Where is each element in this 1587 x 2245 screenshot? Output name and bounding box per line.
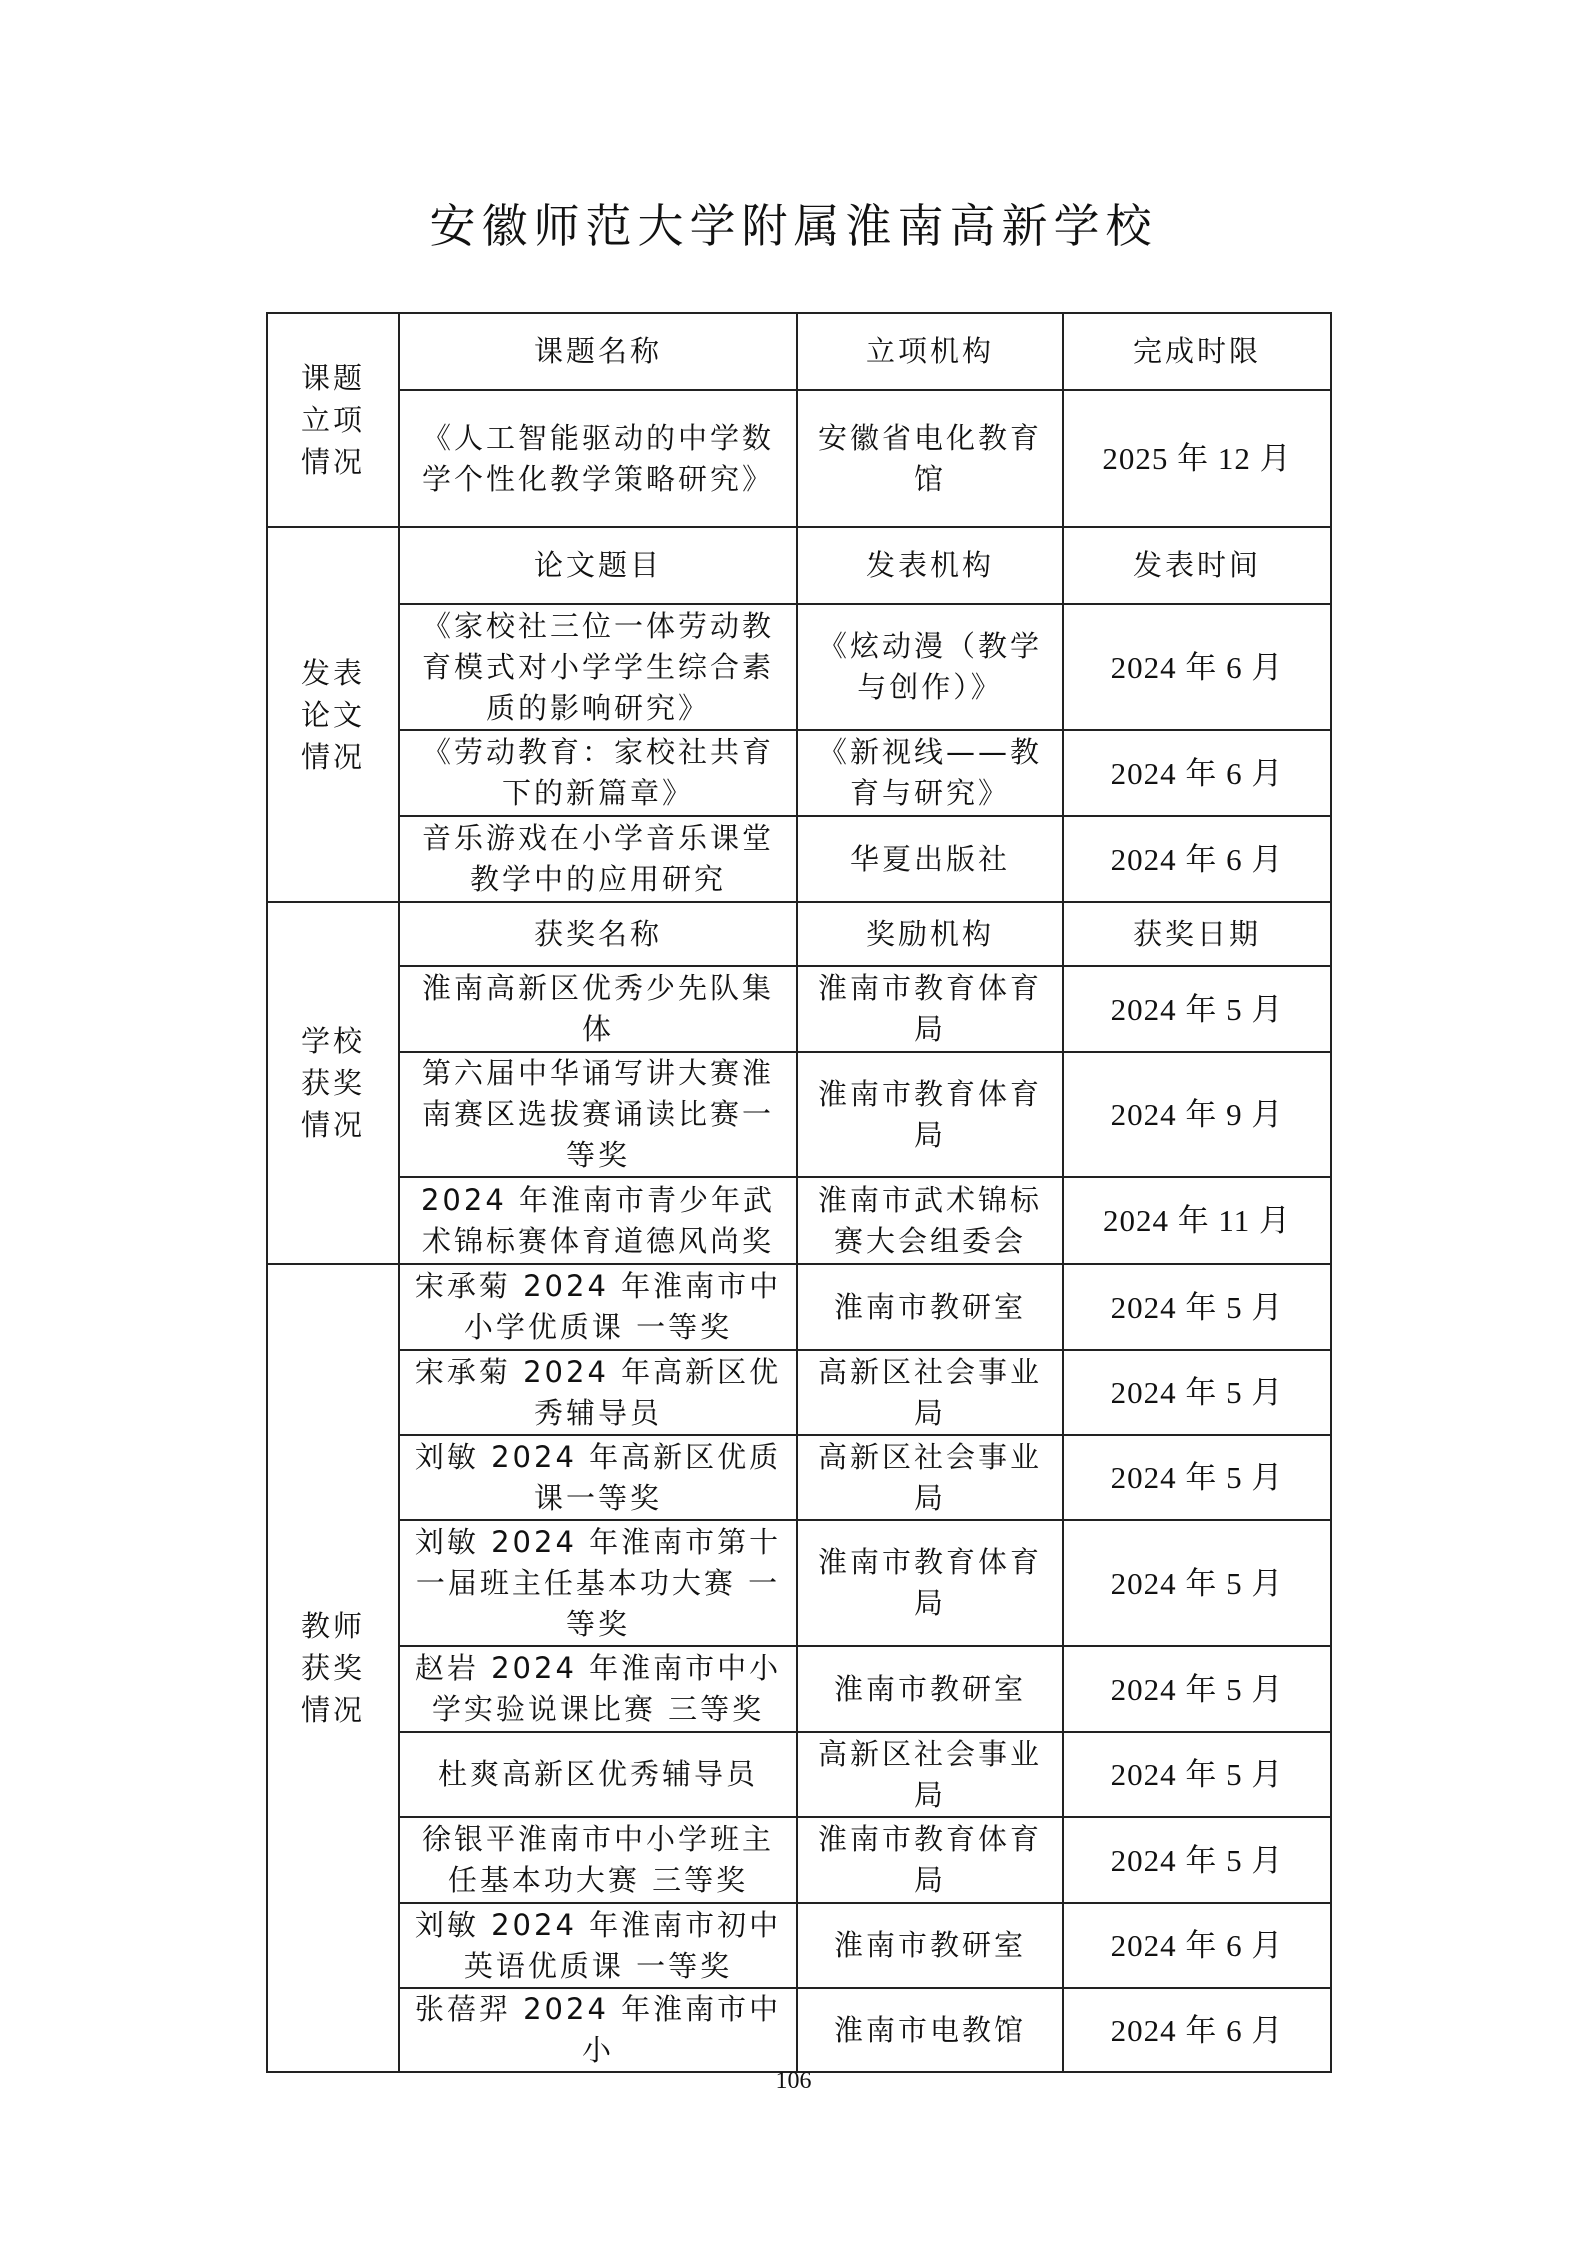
paper-title: 《劳动教育：家校社共育下的新篇章》 — [399, 730, 797, 816]
table-row — [267, 1732, 1331, 1817]
section-label-project: 课题 立项 情况 — [267, 313, 399, 527]
school-awards-header-row — [267, 902, 1331, 966]
project-deadline: 2025 年 12 月 — [1063, 390, 1331, 527]
paper-title: 《家校社三位一体劳动教育模式对小学学生综合素质的影响研究》 — [399, 604, 797, 730]
teacher-award-name: 宋承菊 2024 年高新区优秀辅导员 — [399, 1350, 797, 1435]
teacher-award-org: 淮南市教育体育局 — [797, 1520, 1063, 1646]
table-row — [267, 1817, 1331, 1903]
table-row — [267, 1264, 1331, 1350]
column-header: 奖励机构 — [797, 902, 1063, 966]
award-org: 淮南市教育体育局 — [797, 1052, 1063, 1177]
award-date: 2024 年 9 月 — [1063, 1052, 1331, 1177]
table-row — [267, 966, 1331, 1052]
paper-publisher: 华夏出版社 — [797, 816, 1063, 902]
teacher-award-date: 2024 年 6 月 — [1063, 1988, 1331, 2072]
teacher-award-org: 淮南市教研室 — [797, 1646, 1063, 1732]
section-label-papers: 发表 论文 情况 — [267, 527, 399, 902]
award-date: 2024 年 11 月 — [1063, 1177, 1331, 1264]
teacher-award-date: 2024 年 5 月 — [1063, 1732, 1331, 1817]
teacher-award-org: 淮南市电教馆 — [797, 1988, 1063, 2072]
table-row — [267, 1350, 1331, 1435]
paper-date: 2024 年 6 月 — [1063, 816, 1331, 902]
achievement-table — [266, 312, 1332, 2073]
teacher-award-name: 刘敏 2024 年淮南市初中英语优质课 一等奖 — [399, 1903, 797, 1988]
column-header: 获奖名称 — [399, 902, 797, 966]
paper-publisher: 《炫动漫（教学与创作）》 — [797, 604, 1063, 730]
teacher-award-date: 2024 年 6 月 — [1063, 1903, 1331, 1988]
teacher-award-org: 高新区社会事业局 — [797, 1732, 1063, 1817]
table-row — [267, 816, 1331, 902]
teacher-award-name: 徐银平淮南市中小学班主任基本功大赛 三等奖 — [399, 1817, 797, 1903]
award-name: 淮南高新区优秀少先队集体 — [399, 966, 797, 1052]
table-row — [267, 1903, 1331, 1988]
table-row — [267, 1177, 1331, 1264]
table-row — [267, 1520, 1331, 1646]
papers-header-row — [267, 527, 1331, 604]
page-number: 106 — [775, 2068, 812, 2094]
column-header: 发表机构 — [797, 527, 1063, 604]
teacher-award-org: 高新区社会事业局 — [797, 1435, 1063, 1520]
paper-date: 2024 年 6 月 — [1063, 604, 1331, 730]
page-title: 安徽师范大学附属淮南高新学校 — [429, 199, 1158, 253]
teacher-award-name: 杜爽高新区优秀辅导员 — [399, 1732, 797, 1817]
section-label-teacher-awards: 教师 获奖 情况 — [267, 1264, 399, 2072]
column-header: 发表时间 — [1063, 527, 1331, 604]
table-row — [267, 1435, 1331, 1520]
teacher-award-date: 2024 年 5 月 — [1063, 1817, 1331, 1903]
teacher-award-date: 2024 年 5 月 — [1063, 1520, 1331, 1646]
column-header: 获奖日期 — [1063, 902, 1331, 966]
table-row — [267, 1646, 1331, 1732]
project-org: 安徽省电化教育馆 — [797, 390, 1063, 527]
table-row — [267, 1052, 1331, 1177]
project-name: 《人工智能驱动的中学数学个性化教学策略研究》 — [399, 390, 797, 527]
table-row — [267, 604, 1331, 730]
paper-publisher: 《新视线——教育与研究》 — [797, 730, 1063, 816]
award-date: 2024 年 5 月 — [1063, 966, 1331, 1052]
teacher-award-org: 淮南市教研室 — [797, 1903, 1063, 1988]
teacher-award-date: 2024 年 5 月 — [1063, 1350, 1331, 1435]
column-header: 完成时限 — [1063, 313, 1331, 390]
section-label-school-awards: 学校 获奖 情况 — [267, 902, 399, 1264]
project-header-row — [267, 313, 1331, 390]
teacher-award-org: 淮南市教研室 — [797, 1264, 1063, 1350]
table-row — [267, 730, 1331, 816]
award-name: 第六届中华诵写讲大赛淮南赛区选拔赛诵读比赛一等奖 — [399, 1052, 797, 1177]
table-row — [267, 1988, 1331, 2072]
column-header: 立项机构 — [797, 313, 1063, 390]
award-name: 2024 年淮南市青少年武术锦标赛体育道德风尚奖 — [399, 1177, 797, 1264]
teacher-award-date: 2024 年 5 月 — [1063, 1435, 1331, 1520]
teacher-award-name: 刘敏 2024 年高新区优质课一等奖 — [399, 1435, 797, 1520]
paper-date: 2024 年 6 月 — [1063, 730, 1331, 816]
teacher-award-org: 淮南市教育体育局 — [797, 1817, 1063, 1903]
award-org: 淮南市教育体育局 — [797, 966, 1063, 1052]
teacher-award-date: 2024 年 5 月 — [1063, 1264, 1331, 1350]
award-org: 淮南市武术锦标赛大会组委会 — [797, 1177, 1063, 1264]
table-row — [267, 390, 1331, 527]
teacher-award-name: 宋承菊 2024 年淮南市中小学优质课 一等奖 — [399, 1264, 797, 1350]
teacher-award-name: 刘敏 2024 年淮南市第十一届班主任基本功大赛 一等奖 — [399, 1520, 797, 1646]
teacher-award-date: 2024 年 5 月 — [1063, 1646, 1331, 1732]
teacher-award-name: 张蓓羿 2024 年淮南市中小 — [399, 1988, 797, 2072]
paper-title: 音乐游戏在小学音乐课堂教学中的应用研究 — [399, 816, 797, 902]
column-header: 论文题目 — [399, 527, 797, 604]
teacher-award-name: 赵岩 2024 年淮南市中小学实验说课比赛 三等奖 — [399, 1646, 797, 1732]
teacher-award-org: 高新区社会事业局 — [797, 1350, 1063, 1435]
column-header: 课题名称 — [399, 313, 797, 390]
